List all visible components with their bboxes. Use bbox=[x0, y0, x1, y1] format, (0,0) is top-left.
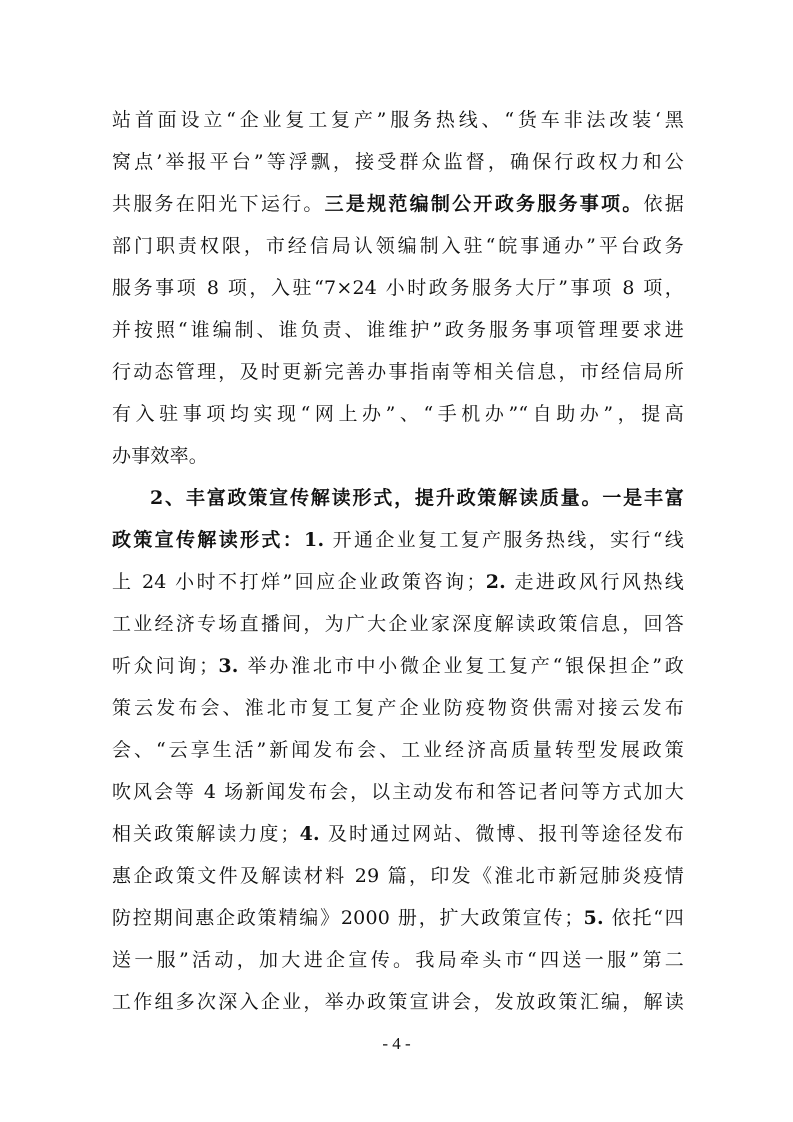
text-line: 服务事项 8 项，入驻“7×24 小时政务服务大厅”事项 8 项， bbox=[112, 277, 684, 299]
text-line: 办事效率。 bbox=[112, 445, 209, 467]
text-span: 依托“四 bbox=[603, 907, 684, 929]
text-line: 工业经济专场直播间，为广大企业家深度解读政策信息，回答 bbox=[112, 613, 684, 635]
list-number: 4. bbox=[299, 823, 320, 845]
text-span: 开通企业复工复产服务热线，实行“线 bbox=[324, 529, 684, 551]
text-span: 及时通过网站、微博、报刊等途径发布 bbox=[319, 823, 684, 845]
text-line bbox=[112, 906, 684, 930]
text-span: 防控期间惠企政策精编》2000 册，扩大政策宣传； bbox=[112, 907, 584, 929]
text-span: 共服务在阳光下运行。 bbox=[112, 193, 325, 215]
page-number: - 4 - bbox=[382, 1034, 411, 1053]
bold-heading: 三是规范编制公开政务服务事项。 bbox=[324, 193, 644, 215]
text-line: 工作组多次深入企业，举办政策宣讲会，发放政策汇编，解读 bbox=[112, 991, 684, 1013]
text-line bbox=[112, 528, 684, 552]
section-heading: 2、丰富政策宣传解读形式，提升政策解读质量。一是丰富 bbox=[150, 487, 684, 509]
text-line: 并按照“谁编制、谁负责、谁维护”政务服务事项管理要求进 bbox=[112, 319, 684, 341]
list-number: 5. bbox=[583, 907, 604, 929]
text-line: 吹风会等 4 场新闻发布会，以主动发布和答记者问等方式加大 bbox=[112, 781, 684, 803]
text-line: 站首面设立“企业复工复产”服务热线、“货车非法改装‘黑 bbox=[112, 109, 684, 131]
text-line bbox=[112, 822, 684, 846]
list-number: 3. bbox=[218, 655, 239, 677]
text-span: 依据 bbox=[643, 193, 684, 215]
text-span: 相关政策解读力度； bbox=[112, 823, 300, 845]
text-span: 听众问询； bbox=[112, 655, 219, 677]
bold-heading: 政策宣传解读形式： bbox=[112, 529, 305, 551]
text-line bbox=[112, 570, 684, 594]
text-span: 走进政风行风热线 bbox=[505, 571, 684, 593]
text-line: 送一服”活动，加大进企宣传。我局牵头市“四送一服”第二 bbox=[112, 949, 684, 971]
text-span: 举办淮北市中小微企业复工复产“银保担企”政 bbox=[238, 655, 684, 677]
text-line: 惠企政策文件及解读材料 29 篇，印发《淮北市新冠肺炎疫情 bbox=[112, 865, 684, 887]
text-line bbox=[112, 654, 684, 678]
text-line: 策云发布会、淮北市复工复产企业防疫物资供需对接云发布 bbox=[112, 697, 684, 719]
text-line: 会、“云享生活”新闻发布会、工业经济高质量转型发展政策 bbox=[112, 739, 684, 761]
text-line bbox=[112, 192, 684, 216]
list-number: 2. bbox=[485, 571, 506, 593]
text-line: 有入驻事项均实现“网上办”、“手机办”“自助办”，提高 bbox=[112, 403, 684, 425]
text-line: 行动态管理，及时更新完善办事指南等相关信息，市经信局所 bbox=[112, 361, 684, 383]
text-span: 上 24 小时不打烊”回应企业政策咨询； bbox=[112, 571, 486, 593]
list-number: 1. bbox=[304, 529, 325, 551]
text-line: 窝点’举报平台”等浮飘，接受群众监督，确保行政权力和公 bbox=[112, 151, 684, 173]
text-line: 部门职责权限，市经信局认领编制入驻“皖事通办”平台政务 bbox=[112, 235, 684, 257]
